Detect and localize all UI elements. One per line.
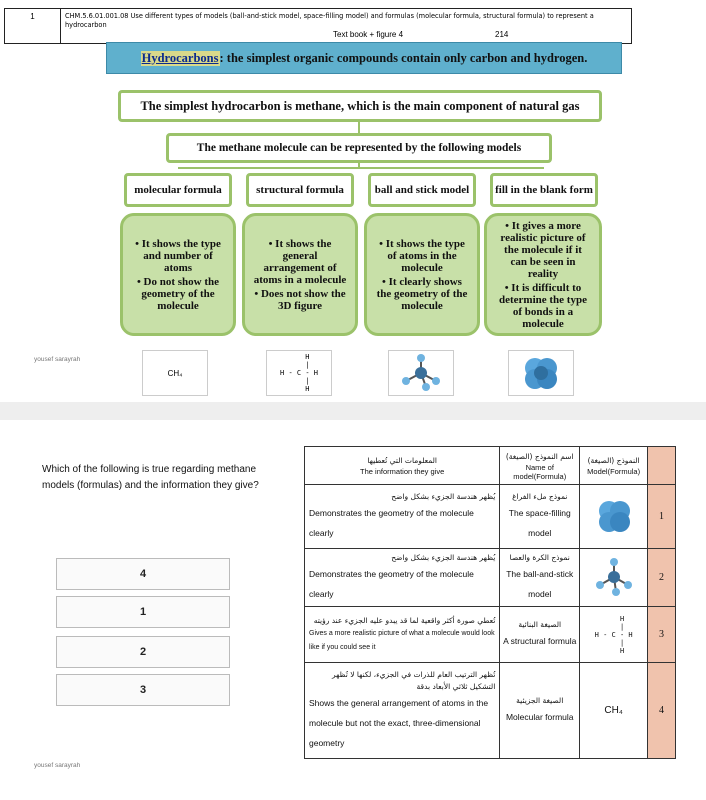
- models-table: [304, 446, 676, 759]
- name-ar: نموذج الكرة والعصا: [509, 552, 570, 562]
- col-point: • It is difficult to determine the type of bonds in a molecule: [499, 281, 587, 330]
- info-en: Demonstrates the geometry of the molecule clearly: [309, 568, 474, 599]
- page-number: 214: [495, 30, 509, 39]
- answer-option[interactable]: 2: [56, 636, 230, 668]
- col-point: • It gives a more realistic picture of the molecule if it can be seen in reality: [500, 219, 586, 280]
- row-model: [580, 485, 648, 549]
- methane-box: The simplest hydrocarbon is methane, which is the main component of natural gas: [118, 90, 602, 122]
- category-fill: fill in the blank form: [490, 173, 598, 207]
- table-header-row: [305, 447, 676, 485]
- info-en: Shows the general arrangement of atoms in the molecule but not the exact, three-dimensional geometry: [309, 697, 489, 748]
- row-name: [500, 549, 580, 607]
- header-strip: [4, 8, 632, 44]
- name-en: The ball-and-stick model: [506, 568, 574, 599]
- space-filling-icon: [592, 496, 636, 536]
- structural-formula-picture: [266, 350, 332, 396]
- author-label: yousef sarayrah: [34, 762, 81, 769]
- col-point: • It clearly shows the geometry of the molecule: [376, 275, 468, 312]
- row-model: [580, 549, 648, 607]
- row-info: [305, 549, 500, 607]
- row-info: [305, 485, 500, 549]
- header-num: [648, 447, 676, 485]
- info-ar: تُظهر الترتيب العام للذرات في الجزيء، لكنها لا تُظهر التشكيل ثلاثي الأبعاد بدقة: [331, 669, 496, 691]
- column-ball-stick: [364, 213, 480, 336]
- name-ar: الصيغة البنائية: [518, 619, 562, 629]
- col-point: • It shows the general arrangement of atoms in a molecule: [253, 237, 347, 286]
- info-ar: يُظهر هندسة الجزيء بشكل واضح: [391, 552, 496, 562]
- name-ar: نموذج ملء الفراغ: [512, 491, 568, 501]
- name-en: The space-filling model: [508, 507, 571, 538]
- header-model-en: Model(Formula): [587, 467, 641, 476]
- table-row: [305, 663, 676, 759]
- banner: [106, 42, 622, 74]
- name-en: A structural formula: [503, 635, 577, 646]
- structural-formula-icon: H | H - C - H | H: [280, 353, 318, 393]
- row-model: [580, 663, 648, 759]
- row-name: [500, 607, 580, 663]
- space-filling-icon: [516, 353, 566, 393]
- structural-formula-icon: H | H - C - H | H: [594, 614, 633, 655]
- row-name: [500, 663, 580, 759]
- header-name: [500, 447, 580, 485]
- answer-option[interactable]: 1: [56, 596, 230, 628]
- table-row: [305, 485, 676, 549]
- row-number: 2: [648, 549, 676, 607]
- question-number: 1: [5, 9, 61, 43]
- ball-stick-icon: [396, 353, 446, 393]
- header-name-ar: اسم النموذج (الصيغة): [505, 451, 574, 461]
- ch4-text: CH₄: [604, 705, 623, 716]
- column-fill: [484, 213, 602, 336]
- ball-stick-picture: [388, 350, 454, 396]
- row-number: 1: [648, 485, 676, 549]
- name-ar: الصيغة الجزيئية: [516, 695, 564, 705]
- row-info: [305, 663, 500, 759]
- header-info: [305, 447, 500, 485]
- textbook-ref: Text book + figure 4: [333, 30, 404, 39]
- space-filling-picture: [508, 350, 574, 396]
- row-info: [305, 607, 500, 663]
- col-point: • It shows the type and number of atoms: [135, 237, 221, 274]
- ball-stick-icon: [594, 557, 634, 597]
- col-point: • Do not show the geometry of the molecule: [136, 275, 220, 312]
- table-row: [305, 607, 676, 663]
- name-en: Molecular formula: [505, 711, 574, 722]
- outcome-text: CHM.5.6.01.001.08 Use different types of models (ball-and-stick model, space-filling model) and formulas (molecular formula, structural formula) to represent a hydrocarbon: [65, 12, 594, 29]
- ch4-text: CH₄: [167, 368, 183, 378]
- category-ball-stick: ball and stick model: [368, 173, 476, 207]
- row-model: [580, 607, 648, 663]
- row-name: [500, 485, 580, 549]
- table-row: [305, 549, 676, 607]
- col-point: • Does not show the 3D figure: [254, 287, 346, 312]
- category-molecular: molecular formula: [124, 173, 232, 207]
- banner-rest: : the simplest organic compounds contain only carbon and hydrogen.: [219, 50, 588, 65]
- header-info-en: The information they give: [360, 467, 445, 476]
- row-number: 4: [648, 663, 676, 759]
- models-box: The methane molecule can be represented by the following models: [166, 133, 552, 163]
- answer-option[interactable]: 3: [56, 674, 230, 706]
- question-text: Which of the following is true regarding methane models (formulas) and the information they give?: [42, 464, 259, 491]
- info-ar: يُظهر هندسة الجزيء بشكل واضح: [391, 491, 496, 501]
- header-model: [580, 447, 648, 485]
- answer-option[interactable]: 4: [56, 558, 230, 590]
- page-divider: [0, 402, 706, 420]
- header-info-ar: المعلومات التي تُعطيها: [367, 456, 437, 465]
- column-molecular: [120, 213, 236, 336]
- header-name-en: Name of model(Formula): [513, 462, 567, 481]
- category-structural: structural formula: [246, 173, 354, 207]
- info-en: Demonstrates the geometry of the molecule clearly: [309, 507, 474, 538]
- molecular-formula-picture: [142, 350, 208, 396]
- header-model-ar: النموذج (الصيغة): [587, 456, 640, 465]
- info-ar: تُعطي صورة أكثر واقعية لما قد يبدو عليه الجزيء عند رؤيته: [313, 615, 496, 625]
- column-structural: [242, 213, 358, 336]
- author-label: yousef sarayrah: [34, 356, 81, 363]
- connector: [358, 122, 360, 133]
- banner-highlight: Hydrocarbons: [141, 50, 219, 65]
- connector: [178, 167, 544, 169]
- info-en: Gives a more realistic picture of what a molecule would look like if you could see it: [309, 629, 495, 651]
- row-number: 3: [648, 607, 676, 663]
- col-point: • It shows the type of atoms in the molecule: [379, 237, 465, 274]
